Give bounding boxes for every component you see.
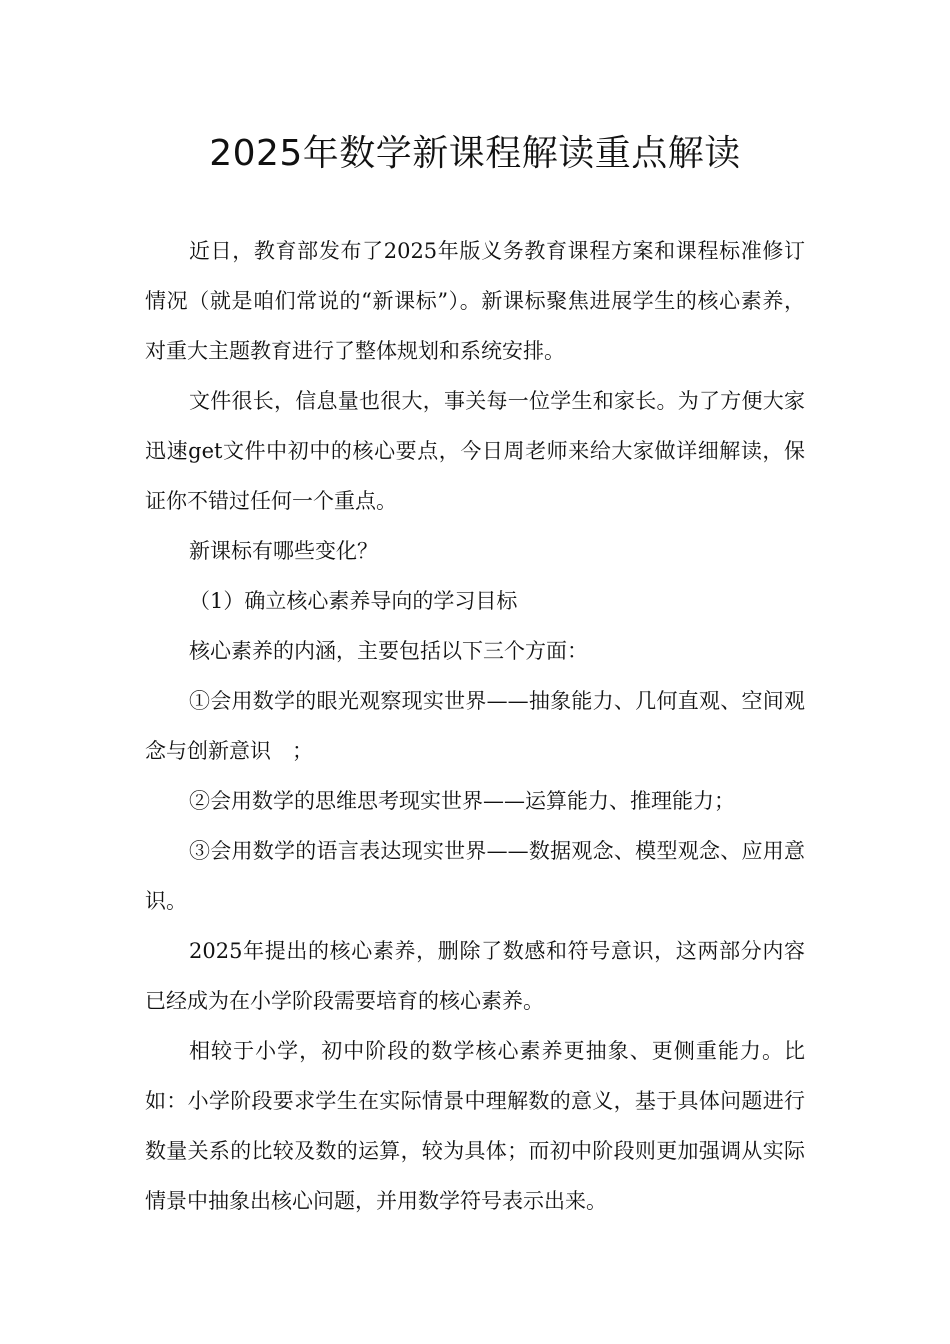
paragraph-purpose: 文件很长，信息量也很大，事关每一位学生和家长。为了方便大家迅速get文件中初中的核心要点，今日周老师来给大家做详细解读，保证你不错过任何一个重点。 — [145, 389, 805, 513]
paragraph-changes: 2025年提出的核心素养，删除了数感和符号意识，这两部分内容已经成为在小学阶段需要培育的核心素养。 — [145, 939, 805, 1013]
document-body — [145, 226, 805, 1226]
paragraph-comparison: 相较于小学，初中阶段的数学核心素养更抽象、更侧重能力。比如：小学阶段要求学生在实际情景中理解数的意义，基于具体问题进行数量关系的比较及数的运算，较为具体；而初中阶段则更加强调从实际情景中抽象出核心问题，并用数学符号表示出来。 — [145, 1039, 805, 1213]
paragraph-heading-1: （1）确立核心素养导向的学习目标 — [189, 589, 518, 613]
list-item-3: ③会用数学的语言表达现实世界——数据观念、模型观念、应用意识。 — [145, 839, 805, 913]
list-item-2: ②会用数学的思维思考现实世界——运算能力、推理能力； — [189, 789, 735, 813]
paragraph-core-literacy: 核心素养的内涵，主要包括以下三个方面： — [189, 639, 588, 663]
document-title: 2025年数学新课程解读重点解读 — [209, 133, 741, 174]
list-item-1: ①会用数学的眼光观察现实世界——抽象能力、几何直观、空间观念与创新意识 ； — [145, 689, 805, 763]
paragraph-question: 新课标有哪些变化？ — [189, 539, 378, 563]
paragraph-intro: 近日，教育部发布了2025年版义务教育课程方案和课程标准修订情况（就是咱们常说的“新课标”）。新课标聚焦进展学生的核心素养，对重大主题教育进行了整体规划和系统安排。 — [145, 239, 805, 363]
